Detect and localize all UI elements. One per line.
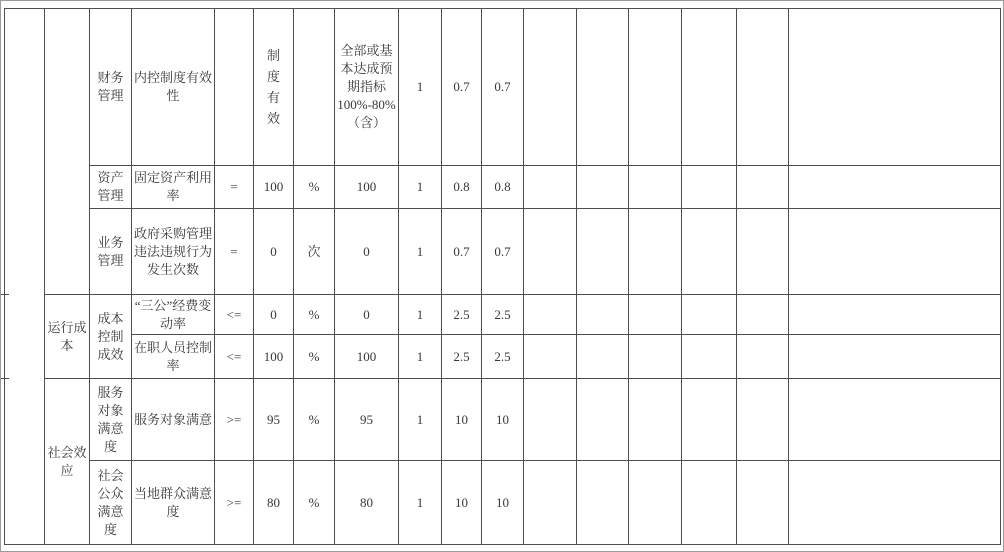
cell-indicator: 固定资产利用率 — [132, 166, 215, 209]
cell-group2-upper-empty — [45, 9, 90, 295]
cell-empty — [524, 335, 577, 379]
cell-empty — [737, 335, 789, 379]
cell-score2: 10 — [482, 461, 524, 545]
cell-empty — [629, 379, 682, 461]
cell-empty — [577, 461, 629, 545]
cell-score2: 0.8 — [482, 166, 524, 209]
cell-unit: 次 — [294, 209, 335, 295]
cell-empty-wide — [789, 166, 1001, 209]
cell-unit: % — [294, 295, 335, 335]
cell-empty — [629, 335, 682, 379]
cell-empty — [737, 379, 789, 461]
cell-target: 0 — [254, 295, 294, 335]
cell-empty-wide — [789, 335, 1001, 379]
cell-score1: 0.7 — [442, 209, 482, 295]
cell-empty — [629, 461, 682, 545]
table-row — [5, 379, 1001, 461]
cell-operator: >= — [215, 461, 254, 545]
cell-actual: 0 — [335, 209, 399, 295]
table-row — [5, 9, 1001, 166]
cell-actual: 80 — [335, 461, 399, 545]
cell-empty — [682, 379, 737, 461]
cell-operator: >= — [215, 379, 254, 461]
cell-empty — [577, 166, 629, 209]
cell-empty-wide — [789, 9, 1001, 166]
cell-empty — [524, 295, 577, 335]
cell-unit: % — [294, 335, 335, 379]
cell-operator: <= — [215, 335, 254, 379]
cell-empty — [682, 9, 737, 166]
cell-empty — [737, 295, 789, 335]
cell-score2: 2.5 — [482, 335, 524, 379]
cell-empty — [629, 166, 682, 209]
cell-group2-social: 社会效应 — [45, 379, 90, 545]
cell-weight: 1 — [399, 166, 442, 209]
cell-indicator: 服务对象满意 — [132, 379, 215, 461]
cell-empty — [682, 295, 737, 335]
cell-empty — [682, 209, 737, 295]
cell-operator — [215, 9, 254, 166]
cell-actual: 全部或基本达成预期指标100%-80%（含） — [335, 9, 399, 166]
cell-empty — [682, 461, 737, 545]
cell-empty — [629, 295, 682, 335]
cell-empty — [629, 209, 682, 295]
cell-empty-wide — [789, 209, 1001, 295]
cell-target: 100 — [254, 166, 294, 209]
cell-empty — [737, 9, 789, 166]
cell-score1: 0.7 — [442, 9, 482, 166]
cell-operator: <= — [215, 295, 254, 335]
cell-weight: 1 — [399, 461, 442, 545]
cell-group3: 资产管理 — [90, 166, 132, 209]
cell-operator: = — [215, 166, 254, 209]
cell-operator: = — [215, 209, 254, 295]
cell-empty — [524, 379, 577, 461]
cell-empty — [524, 166, 577, 209]
cell-score2: 10 — [482, 379, 524, 461]
cell-empty — [577, 335, 629, 379]
cell-empty — [577, 209, 629, 295]
cell-empty — [524, 461, 577, 545]
cell-group2-cost: 运行成本 — [45, 295, 90, 379]
cell-target: 100 — [254, 335, 294, 379]
cell-score1: 0.8 — [442, 166, 482, 209]
cell-unit — [294, 9, 335, 166]
table-row — [5, 461, 1001, 545]
cell-empty — [682, 166, 737, 209]
cell-unit: % — [294, 379, 335, 461]
cell-score1: 10 — [442, 461, 482, 545]
cell-actual: 100 — [335, 166, 399, 209]
cell-actual: 0 — [335, 295, 399, 335]
cell-group3: 业务管理 — [90, 209, 132, 295]
target-vertical-text: 制度有效 — [266, 48, 280, 126]
cell-actual: 95 — [335, 379, 399, 461]
table-row — [5, 335, 1001, 379]
cell-score1: 10 — [442, 379, 482, 461]
cell-target: 80 — [254, 461, 294, 545]
cell-score1: 2.5 — [442, 335, 482, 379]
cell-indicator: “三公”经费变动率 — [132, 295, 215, 335]
cell-indicator: 当地群众满意度 — [132, 461, 215, 545]
cell-empty — [629, 9, 682, 166]
cell-weight: 1 — [399, 379, 442, 461]
cell-empty — [737, 461, 789, 545]
cell-weight: 1 — [399, 209, 442, 295]
cell-weight: 1 — [399, 9, 442, 166]
cell-score2: 2.5 — [482, 295, 524, 335]
cell-unit: % — [294, 461, 335, 545]
cell-empty-wide — [789, 379, 1001, 461]
cell-empty-wide — [789, 295, 1001, 335]
cell-score2: 0.7 — [482, 9, 524, 166]
cell-empty — [737, 209, 789, 295]
cell-group3-cost-subgroup: 成本控制成效 — [90, 295, 132, 379]
cell-empty — [577, 379, 629, 461]
table-row — [5, 209, 1001, 295]
table-row — [5, 166, 1001, 209]
cell-empty-left-spacer — [5, 9, 45, 545]
cell-actual: 100 — [335, 335, 399, 379]
table-row — [5, 295, 1001, 335]
cell-target — [254, 9, 294, 166]
cell-empty — [577, 9, 629, 166]
cell-empty — [737, 166, 789, 209]
cell-target: 95 — [254, 379, 294, 461]
cell-indicator: 在职人员控制率 — [132, 335, 215, 379]
cell-score2: 0.7 — [482, 209, 524, 295]
cell-empty — [524, 9, 577, 166]
cell-weight: 1 — [399, 335, 442, 379]
cell-group3: 财务管理 — [90, 9, 132, 166]
cell-target: 0 — [254, 209, 294, 295]
cell-empty-wide — [789, 461, 1001, 545]
cell-group3: 服务对象满意度 — [90, 379, 132, 461]
cell-empty — [524, 209, 577, 295]
cell-indicator: 内控制度有效性 — [132, 9, 215, 166]
cell-unit: % — [294, 166, 335, 209]
cell-empty — [577, 295, 629, 335]
cell-score1: 2.5 — [442, 295, 482, 335]
cell-group3: 社会公众满意度 — [90, 461, 132, 545]
cell-empty — [682, 335, 737, 379]
performance-indicator-table — [4, 8, 1001, 545]
cell-indicator: 政府采购管理违法违规行为发生次数 — [132, 209, 215, 295]
cell-weight: 1 — [399, 295, 442, 335]
